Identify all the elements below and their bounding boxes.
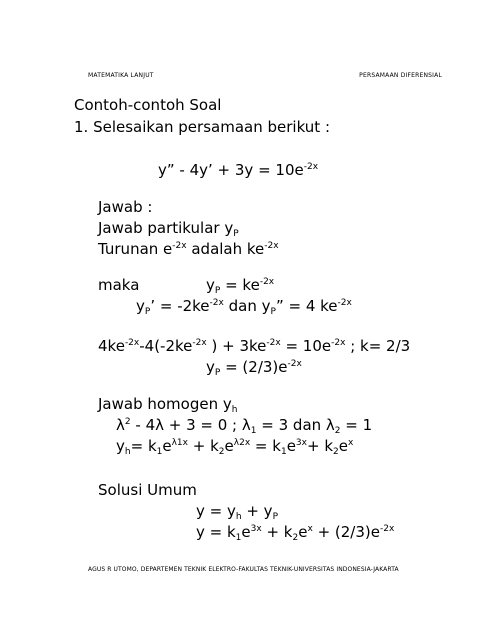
solusi-title: Solusi Umum: [98, 481, 197, 499]
substitution-line: $4ke^{-2x}-4(-2ke^{-2x}$ ) + $3ke^{-2x} = 10e^{-2x}$ ; k= 2/3: [98, 337, 411, 355]
particular-label: Jawab partikular $y_P$: [98, 219, 239, 239]
maka-label: maka: [98, 276, 140, 294]
footer-text: AGUS R UTOMO, DEPARTEMEN TEKNIK ELEKTRO-FAKULTAS TEKNIK-UNIVERSITAS INDONESIA-JAKARTA: [88, 566, 399, 573]
homogen-title: Jawab homogen $y_h$: [98, 395, 238, 415]
section-title: Contoh-contoh Soal: [74, 96, 222, 114]
header-left: MATEMATIKA LANJUT: [88, 72, 154, 79]
turunan-line: Turunan $e^{-2x}$ adalah $ke^{-2x}$: [98, 240, 279, 258]
yp-definition: $y_P = ke^{-2x}$: [206, 276, 275, 296]
derivatives-line: $y_P$’ = $-2ke^{-2x}$ dan $y_P$” = 4 $ke^{-2x}$: [136, 297, 352, 317]
general-solution-form: $y = y_h + y_P$: [196, 502, 278, 522]
general-solution: $y = k_1e^{3x} + k_2e^x + (2/3)e^{-2x}$: [196, 523, 395, 543]
characteristic-equation: $\lambda^2 - 4\lambda + 3 = 0$ ; $\lambda_1 = 3$ dan $\lambda_2 = 1$: [116, 416, 373, 436]
yp-result: $y_P = (2/3)e^{-2x}$: [206, 358, 302, 378]
homogen-solution: $y_h= k_1e^{\lambda 1x} + k_2e^{\lambda 2x} = k_1e^{3x}+ k_2e^x$: [116, 437, 354, 457]
problem-statement: 1. Selesaikan persamaan berikut :: [74, 118, 331, 136]
problem-equation: y” - 4y’ + $3y = 10e^{-2x}$: [158, 161, 319, 179]
jawab-label: Jawab :: [98, 198, 153, 216]
header-right: PERSAMAAN DIFERENSIAL: [359, 72, 442, 79]
